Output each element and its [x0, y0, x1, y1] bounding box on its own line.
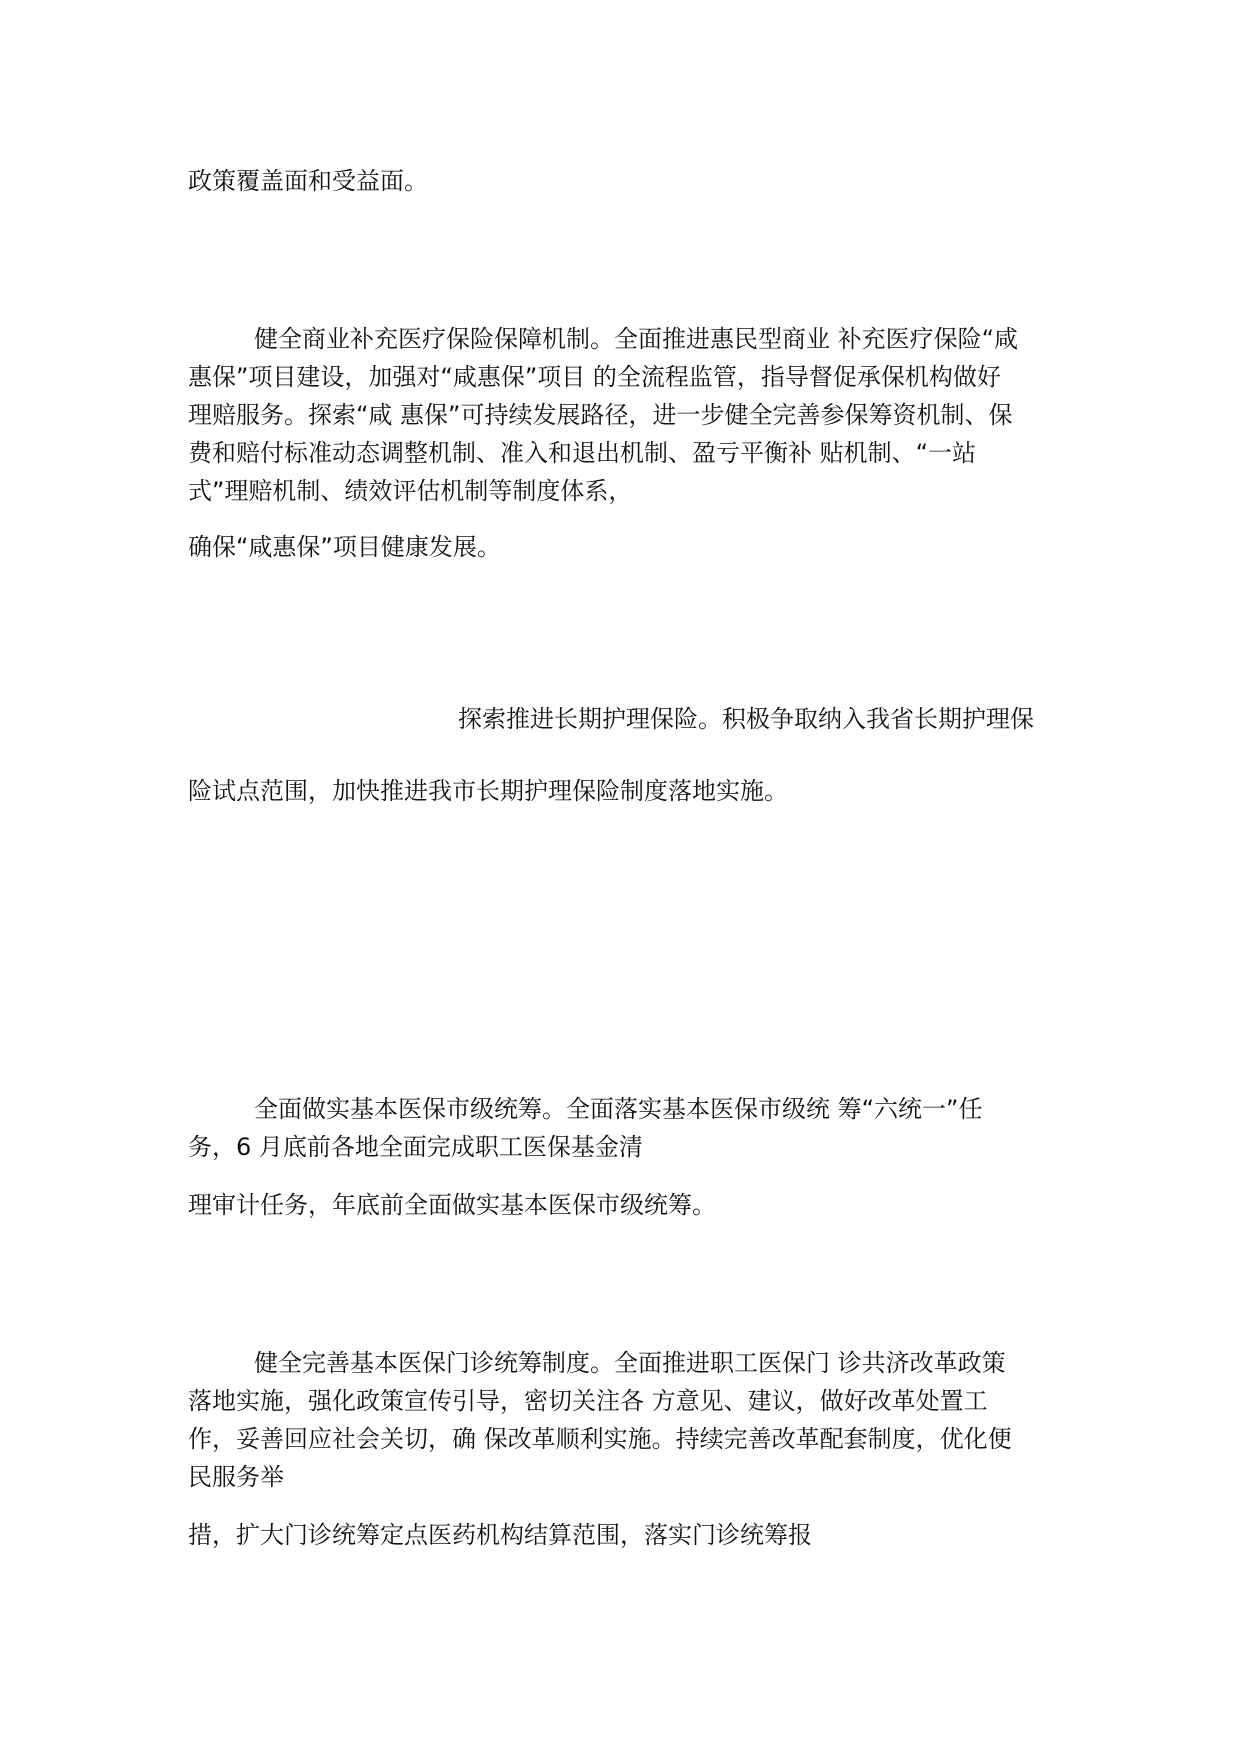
paragraph-line: 险试点范围，加快推进我市长期护理保险制度落地实施。	[188, 777, 788, 805]
paragraph-line: 全面做实基本医保市级统筹。全面落实基本医保市级统 筹“六统一”任	[254, 1095, 983, 1123]
paragraph-line: 健全完善基本医保门诊统筹制度。全面推进职工医保门 诊共济改革政策	[254, 1349, 1006, 1377]
paragraph-line: 确保“咸惠保”项目健康发展。	[188, 533, 501, 561]
paragraph-line: 措，扩大门诊统筹定点医药机构结算范围，落实门诊统筹报	[188, 1521, 812, 1549]
paragraph-line: 惠保”项目建设，加强对“咸惠保”项目 的全流程监管，指导督促承保机构做好	[188, 363, 1001, 391]
paragraph-line: 式”理赔机制、绩效评估机制等制度体系，	[188, 477, 633, 505]
paragraph-line: 理赔服务。探索“咸 惠保”可持续发展路径，进一步健全完善参保筹资机制、保	[188, 401, 1013, 429]
paragraph-line: 探索推进长期护理保险。积极争取纳入我省长期护理保	[458, 705, 1034, 733]
paragraph-line: 费和赔付标准动态调整机制、准入和退出机制、盈亏平衡补 贴机制、“一站	[188, 439, 977, 467]
paragraph-line: 健全商业补充医疗保险保障机制。全面推进惠民型商业 补充医疗保险“咸	[254, 325, 1019, 353]
paragraph-line: 务，6 月底前各地全面完成职工医保基金清	[188, 1133, 643, 1161]
paragraph-line: 政策覆盖面和受益面。	[188, 167, 428, 195]
paragraph-line: 民服务举	[188, 1463, 284, 1491]
paragraph-line: 作，妥善回应社会关切，确 保改革顺利实施。持续完善改革配套制度，优化便	[188, 1425, 1012, 1453]
paragraph-line: 落地实施，强化政策宣传引导，密切关注各 方意见、建议，做好改革处置工	[188, 1387, 988, 1415]
paragraph-line: 理审计任务，年底前全面做实基本医保市级统筹。	[188, 1191, 716, 1219]
